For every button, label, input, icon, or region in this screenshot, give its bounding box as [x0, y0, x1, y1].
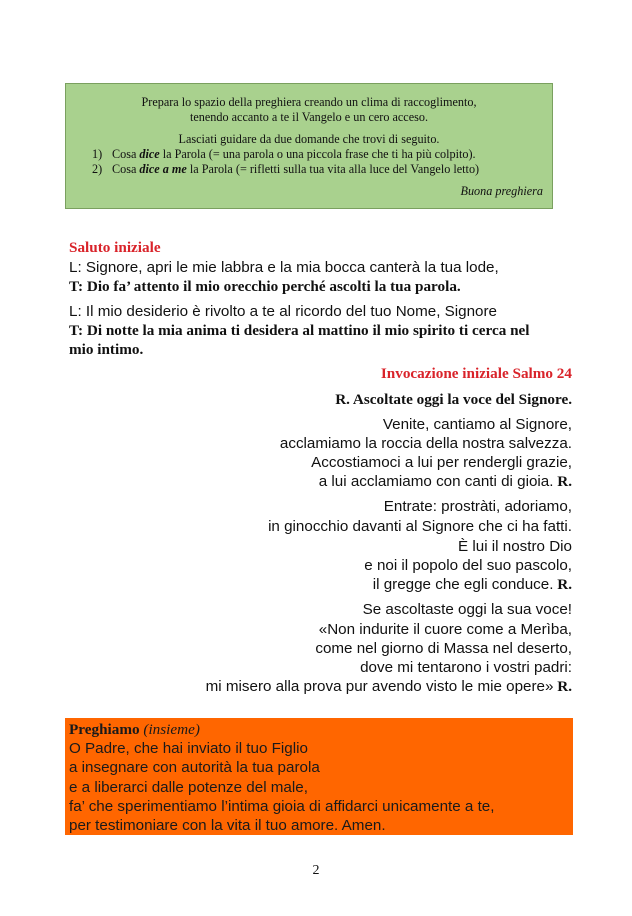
prayer-box: [65, 718, 573, 835]
stanza1-line-4: a lui acclamiamo con canti di gioia. R.: [318, 473, 572, 490]
salmo-title: Invocazione iniziale Salmo 24: [380, 365, 572, 382]
prayer-line-4: fa’ che sperimentiamo l’intima gioia di affidarci unicamente a te,: [69, 797, 495, 815]
stanza3-line-5: mi misero alla prova pur avendo visto le mie opere» R.: [205, 678, 572, 695]
intro-line-3: Lasciati guidare da due domande che trovi di seguito.: [178, 132, 440, 146]
saluto-title: Saluto iniziale: [69, 239, 161, 256]
stanza3-line-2: «Non indurite il cuore come a Merìba,: [318, 621, 572, 638]
stanza3-line-4: dove mi tentarono i vostri padri:: [360, 659, 572, 676]
intro-line-2: tenendo accanto a te il Vangelo e un cero acceso.: [190, 110, 428, 124]
intro-item-2: 2) Cosa dice a me la Parola (= rifletti sulla tua vita alla luce del Vangelo letto): [92, 162, 480, 176]
stanza1-line-2: acclamiamo la roccia della nostra salvezza.: [279, 435, 572, 452]
prayer-line-2: a insegnare con autorità la tua parola: [69, 759, 320, 777]
prayer-line-1: O Padre, che hai inviato il tuo Figlio: [69, 740, 308, 758]
stanza2-line-5: il gregge che egli conduce. R.: [372, 576, 572, 593]
saluto-all-2a: T: Di notte la mia anima ti desidera al mattino il mio spirito ti cerca nel: [69, 322, 530, 339]
prayer-line-3: e a liberarci dalle potenze del male,: [69, 778, 308, 796]
stanza2-line-3: È lui il nostro Dio: [458, 538, 572, 555]
stanza2-line-4: e noi il popolo del suo pascolo,: [364, 557, 572, 574]
intro-item-1: 1) Cosa dice la Parola (= una parola o una piccola frase che ti ha più colpito).: [92, 147, 476, 161]
intro-line-1: Prepara lo spazio della preghiera creando un clima di raccoglimento,: [141, 95, 477, 109]
stanza1-line-3: Accostiamoci a lui per rendergli grazie,: [311, 454, 572, 471]
saluto-all-2b: mio intimo.: [69, 341, 144, 358]
stanza1-line-1: Venite, cantiamo al Signore,: [382, 416, 572, 433]
response-mark: R.: [557, 678, 572, 695]
page-number: 2: [312, 863, 320, 878]
response-mark: R.: [557, 473, 572, 490]
prayer-heading: Preghiamo (insieme): [69, 721, 200, 738]
prayer-line-5: per testimoniare con la vita il tuo amore. Amen.: [69, 817, 386, 835]
response-mark: R.: [557, 576, 572, 593]
stanza3-line-3: come nel giorno di Massa nel deserto,: [315, 640, 572, 657]
stanza2-line-2: in ginocchio davanti al Signore che ci ha fatti.: [268, 518, 572, 535]
saluto-leader-1: L: Signore, apri le mie labbra e la mia bocca canterà la tua lode,: [69, 259, 499, 276]
stanza3-line-1: Se ascoltaste oggi la sua voce!: [362, 601, 572, 618]
salmo-response: R. Ascoltate oggi la voce del Signore.: [335, 391, 572, 408]
saluto-all-1: T: Dio fa’ attento il mio orecchio perché ascolti la tua parola.: [69, 278, 461, 295]
saluto-leader-2: L: Il mio desiderio è rivolto a te al ricordo del tuo Nome, Signore: [69, 303, 497, 320]
intro-signoff: Buona preghiera: [460, 184, 543, 198]
intro-box: [65, 83, 553, 209]
stanza2-line-1: Entrate: prostràti, adoriamo,: [383, 498, 572, 515]
